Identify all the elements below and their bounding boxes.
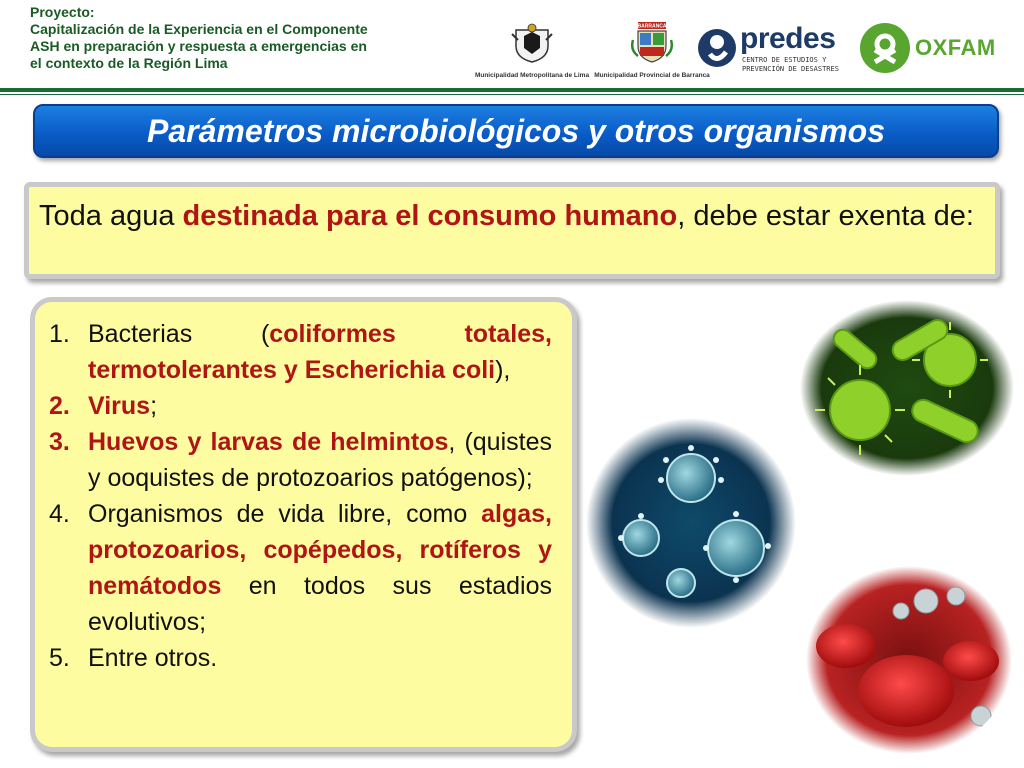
project-line: el contexto de la Región Lima [30, 55, 228, 71]
oxfam-name: OXFAM [915, 35, 996, 60]
list-item-text-end: ), [495, 356, 511, 384]
project-header [30, 4, 430, 72]
list-item-text-end: ; [150, 392, 158, 420]
intro-text-start: Toda agua [39, 200, 183, 232]
muni-barranca-logo [592, 20, 712, 82]
predes-mark-icon [696, 24, 738, 72]
intro-text [29, 187, 995, 236]
project-line: Capitalización de la Experiencia en el Componente [30, 21, 368, 37]
predes-subtitle-line: PREVENCIÓN DE DESASTRES [742, 65, 839, 73]
list-item-text: Entre otros. [88, 644, 218, 672]
list-item-highlight: coliformes totales, termotolerantes y Escherichia coli [88, 320, 552, 384]
intro-highlight: destinada para el consumo humano [182, 200, 678, 232]
barranca-banner-text: BARRANCA [637, 23, 667, 30]
list-item-text-end: en todos sus estadios evolutivos; [88, 572, 552, 636]
muni-lima-caption: Municipalidad Metropolitana de Lima [474, 72, 590, 79]
predes-subtitle-line: CENTRO DE ESTUDIOS Y [742, 56, 827, 64]
intro-box [24, 182, 1000, 279]
contaminants-list-box [30, 297, 577, 752]
list-item-text-end: , (quistes y ooquistes de protozoarios patógenos); [88, 428, 552, 492]
oxfam-mark-icon [859, 22, 911, 74]
list-item-highlight: Huevos y larvas de helmintos [88, 428, 449, 456]
muni-lima-logo [472, 20, 592, 82]
logo-bar [470, 16, 1010, 86]
blood-cells-photo [806, 566, 1012, 754]
predes-subtitle [742, 56, 852, 74]
oxfam-logo [859, 22, 1009, 76]
list-item [35, 640, 552, 676]
list-item [35, 388, 552, 424]
header-rule [0, 88, 1024, 92]
project-line: Proyecto: [30, 4, 95, 20]
list-item-number: 4. [49, 500, 70, 528]
barranca-coat-of-arms-icon [630, 20, 674, 64]
predes-name: predes [740, 22, 836, 55]
list-item-number: 5. [49, 644, 70, 672]
contaminants-list [35, 302, 572, 676]
header-rule-thin [0, 94, 1024, 95]
list-item-text: Bacterias ( [88, 320, 270, 348]
project-line: ASH en preparación y respuesta a emergencias en [30, 38, 367, 54]
slide-title: Parámetros microbiológicos y otros organismos [33, 104, 999, 158]
list-item-number: 2. [49, 392, 70, 420]
list-item-number: 1. [49, 320, 70, 348]
list-item-highlight: Virus [88, 392, 151, 420]
list-item-text: Organismos de vida libre, como [88, 500, 482, 528]
virus-photo [586, 418, 796, 628]
bacteria-photo [800, 300, 1014, 476]
list-item [35, 424, 552, 496]
muni-barranca-caption: Municipalidad Provincial de Barranca [594, 72, 710, 79]
list-item-number: 3. [49, 428, 70, 456]
list-item [35, 496, 552, 640]
predes-logo [696, 22, 846, 82]
intro-text-end: , debe estar exenta de: [677, 200, 974, 232]
lima-coat-of-arms-icon [510, 20, 554, 64]
list-item [35, 316, 552, 388]
list-item-highlight: algas, protozoarios, copépedos, rotíferos y nemátodos [88, 500, 552, 600]
